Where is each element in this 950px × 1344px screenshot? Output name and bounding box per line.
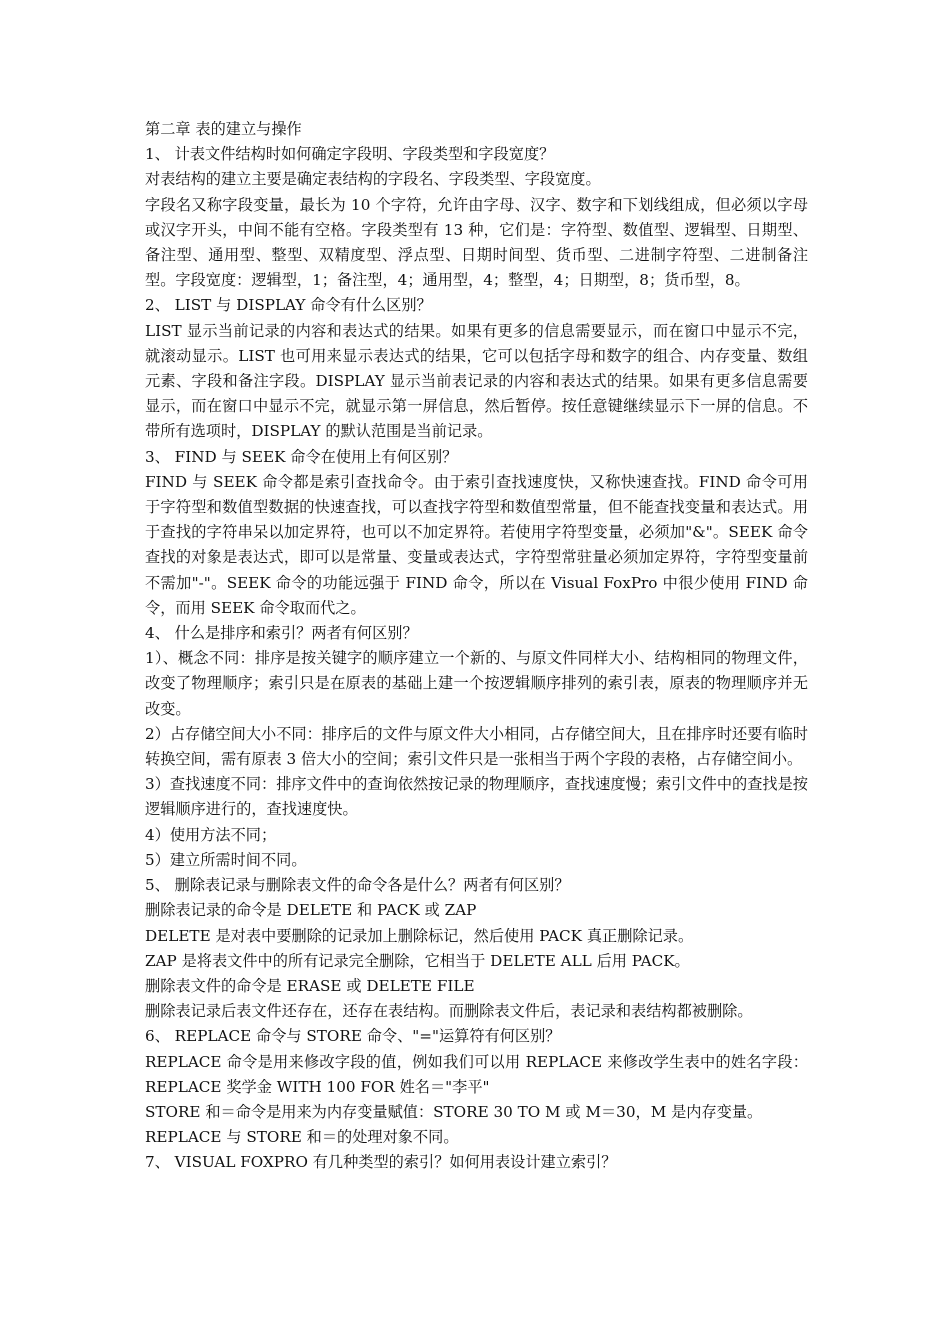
question-4: 4、 什么是排序和索引？两者有何区别？: [145, 624, 418, 643]
question-5: 5、 删除表记录与删除表文件的命令各是什么？两者有何区别？: [145, 876, 570, 895]
answer-5-para-2: DELETE 是对表中要删除的记录加上删除标记，然后使用 PACK 真正删除记录。: [145, 926, 694, 945]
answer-3-para-1: FIND 与 SEEK 命令都是索引查找命令。由于索引查找速度快，又称快速查找。FIND 命令可用于字符型和数值型数据的快速查找，可以查找字符型和数值型常量，但不能查找变量和表达式。用于查找的字符串呆以加定界符，也可以不加定界符。若使用字符型变量，必须加"&"。SEEK 命令查找的对象是表达式，即可以是常量、变量或表达式，字符型常驻量必须加定界符，字符型变量前不需加"-"。SEEK 命令的功能远强于 FIND 命令，所以在 Visual FoxPro 中很少使用 FIND 命令，而用 SEEK 命令取而代之。: [145, 472, 808, 617]
answer-2-para-1: LIST 显示当前记录的内容和表达式的结果。如果有更多的信息需要显示，而在窗口中显示不完，就滚动显示。LIST 也可用来显示表达式的结果，它可以包括字母和数字的组合、内存变量、数组元素、字段和备注字段。DISPLAY 显示当前表记录的内容和表达式的结果。如果有更多信息需要显示，而在窗口中显示不完，就显示第一屏信息，然后暂停。按任意键继续显示下一屏的信息。不带所有选项时，DISPLAY 的默认范围是当前记录。: [145, 321, 808, 441]
answer-6-para-1: REPLACE 命令是用来修改字段的值，例如我们可以用 REPLACE 来修改学生表中的姓名字段：REPLACE 奖学金 WITH 100 FOR 姓名＝"李平": [145, 1052, 808, 1096]
answer-6-para-3: REPLACE 与 STORE 和＝的处理对象不同。: [145, 1128, 459, 1147]
answer-1-para-1: 对表结构的建立主要是确定表结构的字段名、字段类型、字段宽度。: [145, 170, 601, 189]
answer-5-para-1: 删除表记录的命令是 DELETE 和 PACK 或 ZAP: [145, 901, 477, 920]
document-page: [145, 117, 808, 1176]
answer-4-para-3: 3）查找速度不同：排序文件中的查询依然按记录的物理顺序，查找速度慢；索引文件中的查找是按逻辑顺序进行的，查找速度快。: [145, 775, 808, 819]
chapter-title: 第二章 表的建立与操作: [145, 120, 302, 138]
answer-4-para-2: 2）占存储空间大小不同：排序后的文件与原文件大小相同，占存储空间大，且在排序时还要有临时转换空间，需有原表 3 倍大小的空间；索引文件只是一张相当于两个字段的表格，占存储空间小。: [145, 724, 808, 769]
answer-5-para-5: 删除表记录后表文件还存在，还存在表结构。而删除表文件后，表记录和表结构都被删除。: [145, 1002, 753, 1021]
question-7: 7、 VISUAL FOXPRO 有几种类型的索引？如何用表设计建立索引？: [145, 1153, 617, 1172]
answer-4-para-4: 4）使用方法不同；: [145, 825, 277, 844]
answer-6-para-2: STORE 和＝命令是用来为内存变量赋值：STORE 30 TO M 或 M＝30，M 是内存变量。: [145, 1102, 763, 1121]
answer-4-para-1: 1）、概念不同：排序是按关键字的顺序建立一个新的、与原文件同样大小、结构相同的物理文件，改变了物理顺序；索引只是在原表的基础上建一个按逻辑顺序排列的索引表，原表的物理顺序并无改变。: [145, 649, 808, 718]
question-1: 1、 计表文件结构时如何确定字段明、字段类型和字段宽度？: [145, 145, 555, 164]
answer-1-para-2: 字段名又称字段变量，最长为 10 个字符，允许由字母、汉字、数字和下划线组成，但必须以字母或汉字开头，中间不能有空格。字段类型有 13 种，它们是：字符型、数值型、逻辑型、日期型、备注型、通用型、整型、双精度型、浮点型、日期时间型、货币型、二进制字符型、二进制备注型。字段宽度：逻辑型，1；备注型，4；通用型，4；整型，4；日期型，8；货币型，8。: [145, 195, 808, 290]
answer-5-para-4: 删除表文件的命令是 ERASE 或 DELETE FILE: [145, 976, 475, 995]
question-2: 2、 LIST 与 DISPLAY 命令有什么区别？: [145, 296, 432, 315]
question-6: 6、 REPLACE 命令与 STORE 命令、"="运算符有何区别？: [145, 1027, 561, 1046]
question-3: 3、 FIND 与 SEEK 命令在使用上有何区别？: [145, 447, 458, 466]
answer-4-para-5: 5）建立所需时间不同。: [145, 850, 307, 869]
answer-5-para-3: ZAP 是将表文件中的所有记录完全删除，它相当于 DELETE ALL 后用 PACK。: [145, 951, 690, 970]
